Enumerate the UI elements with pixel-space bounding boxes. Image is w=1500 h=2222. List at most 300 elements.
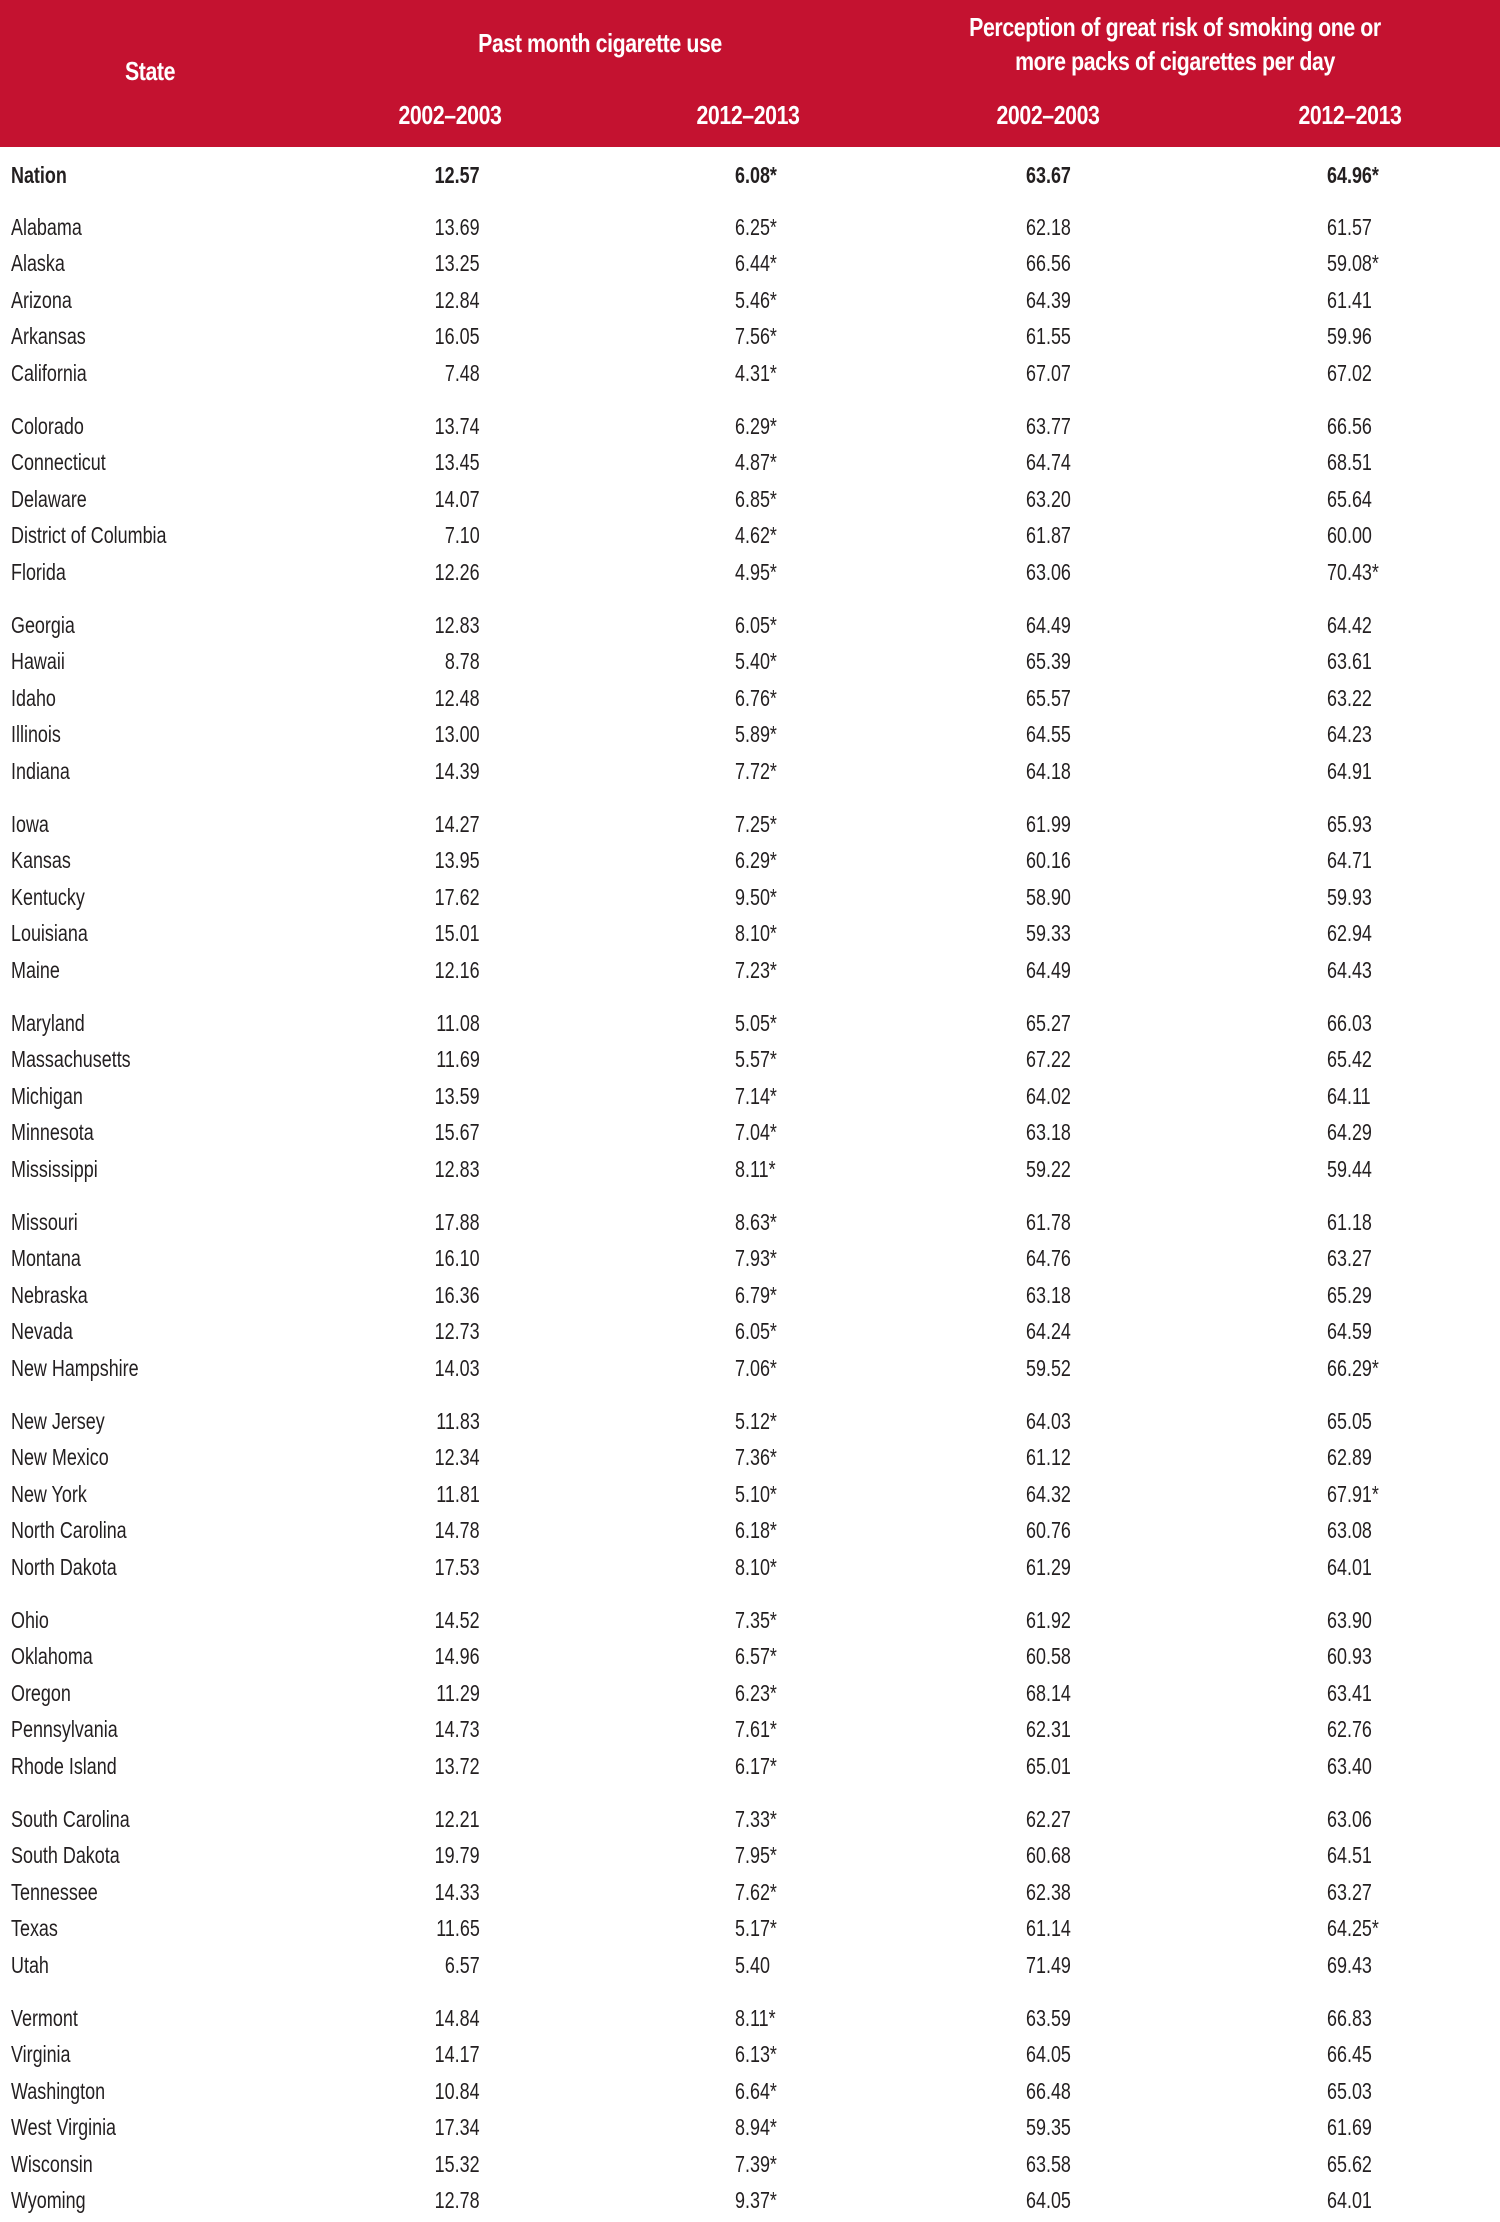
value-cell: 67.22: [1026, 1046, 1071, 1072]
table-row: [0, 1711, 1500, 1747]
value-cell: 7.93*: [735, 1245, 777, 1271]
table-row: [0, 1602, 1500, 1638]
value-cell: 64.32: [1026, 1481, 1071, 1507]
state-name-cell: Alabama: [11, 214, 82, 240]
table-row: [0, 517, 1500, 553]
value-cell: 6.76*: [735, 685, 777, 711]
value-cell: 6.23*: [735, 1680, 777, 1706]
value-cell: 6.57*: [735, 1643, 777, 1669]
value-cell: 11.08: [436, 1010, 480, 1036]
value-cell: 6.85*: [735, 486, 777, 512]
value-cell: 12.73: [435, 1318, 480, 1344]
value-cell: 19.79: [435, 1842, 480, 1868]
value-cell: 63.06: [1026, 559, 1071, 585]
value-cell: 64.02: [1026, 1083, 1071, 1109]
value-cell: 63.67: [1026, 162, 1071, 188]
state-name-cell: Oregon: [11, 1680, 71, 1706]
value-cell: 65.57: [1026, 685, 1071, 711]
value-cell: 5.17*: [735, 1915, 777, 1941]
value-cell: 7.62*: [735, 1879, 777, 1905]
state-name-cell: South Dakota: [11, 1842, 120, 1868]
value-cell: 12.84: [435, 287, 480, 313]
value-cell: 63.41: [1327, 1680, 1372, 1706]
state-name-cell: Tennessee: [11, 1879, 98, 1905]
value-cell: 5.46*: [735, 287, 777, 313]
value-cell: 6.18*: [735, 1517, 777, 1543]
state-name-cell: Maryland: [11, 1010, 85, 1036]
value-cell: 63.18: [1026, 1119, 1071, 1145]
value-cell: 65.39: [1026, 648, 1071, 674]
state-name-cell: North Carolina: [11, 1517, 127, 1543]
value-cell: 7.14*: [735, 1083, 777, 1109]
table-row: [0, 282, 1500, 318]
value-cell: 11.29: [436, 1680, 480, 1706]
state-name-cell: Georgia: [11, 612, 75, 638]
table-row: [0, 1837, 1500, 1873]
value-cell: 66.56: [1327, 413, 1372, 439]
table-row: [0, 1638, 1500, 1674]
value-cell: 12.34: [435, 1444, 480, 1470]
value-cell: 61.57: [1327, 214, 1372, 240]
state-name-cell: South Carolina: [11, 1806, 130, 1832]
value-cell: 64.01: [1327, 1554, 1372, 1580]
state-name-cell: New Hampshire: [11, 1355, 139, 1381]
value-cell: 70.43*: [1327, 559, 1379, 585]
state-name-cell: Delaware: [11, 486, 87, 512]
state-name-cell: Michigan: [11, 1083, 83, 1109]
state-name-cell: Colorado: [11, 413, 84, 439]
value-cell: 60.68: [1026, 1842, 1071, 1868]
value-cell: 59.44: [1327, 1156, 1372, 1182]
value-cell: 8.78: [445, 648, 480, 674]
table-row: [0, 2036, 1500, 2072]
value-cell: 14.17: [435, 2041, 480, 2067]
value-cell: 8.10*: [735, 1554, 777, 1580]
value-cell: 14.52: [435, 1607, 480, 1633]
value-cell: 63.61: [1327, 648, 1372, 674]
column-header-use-2012: 2012–2013: [696, 100, 800, 130]
value-cell: 67.91*: [1327, 1481, 1379, 1507]
value-cell: 64.24: [1026, 1318, 1071, 1344]
value-cell: 14.84: [435, 2005, 480, 2031]
value-cell: 14.39: [435, 758, 480, 784]
state-name-cell: Alaska: [11, 250, 65, 276]
state-name-cell: Vermont: [11, 2005, 78, 2031]
value-cell: 63.40: [1327, 1753, 1372, 1779]
value-cell: 62.94: [1327, 920, 1372, 946]
value-cell: 64.49: [1026, 612, 1071, 638]
state-name-cell: New York: [11, 1481, 87, 1507]
state-name-cell: New Jersey: [11, 1408, 105, 1434]
value-cell: 12.57: [435, 162, 480, 188]
state-name-cell: Florida: [11, 559, 66, 585]
value-cell: 12.26: [435, 559, 480, 585]
table-row: [0, 1947, 1500, 1983]
state-name-cell: Kansas: [11, 847, 71, 873]
value-cell: 5.10*: [735, 1481, 777, 1507]
value-cell: 13.95: [435, 847, 480, 873]
value-cell: 7.25*: [735, 811, 777, 837]
value-cell: 60.93: [1327, 1643, 1372, 1669]
value-cell: 65.01: [1026, 1753, 1071, 1779]
value-cell: 62.27: [1026, 1806, 1071, 1832]
state-name-cell: Indiana: [11, 758, 70, 784]
state-name-cell: Nevada: [11, 1318, 73, 1344]
table-row: [0, 952, 1500, 988]
value-cell: 7.10: [445, 522, 480, 548]
table-row: [0, 245, 1500, 281]
column-header-use-2002: 2002–2003: [398, 100, 502, 130]
value-cell: 15.01: [435, 920, 480, 946]
value-cell: 12.21: [435, 1806, 480, 1832]
value-cell: 11.69: [436, 1046, 480, 1072]
table-row: [0, 842, 1500, 878]
table-row: [0, 915, 1500, 951]
value-cell: 67.07: [1026, 360, 1071, 386]
value-cell: 64.42: [1327, 612, 1372, 638]
value-cell: 63.22: [1327, 685, 1372, 711]
value-cell: 63.08: [1327, 1517, 1372, 1543]
value-cell: 64.01: [1327, 2187, 1372, 2213]
table-row: [0, 1675, 1500, 1711]
value-cell: 68.14: [1026, 1680, 1071, 1706]
value-cell: 17.53: [435, 1554, 480, 1580]
table-row: [0, 643, 1500, 679]
table-row: [0, 1748, 1500, 1784]
value-cell: 16.36: [435, 1282, 480, 1308]
table-row: [0, 1114, 1500, 1150]
value-cell: 64.23: [1327, 721, 1372, 747]
table-row: [0, 1313, 1500, 1349]
value-cell: 6.17*: [735, 1753, 777, 1779]
state-name-cell: District of Columbia: [11, 522, 167, 548]
value-cell: 11.83: [436, 1408, 480, 1434]
table-row: [0, 1512, 1500, 1548]
table-row: [0, 1874, 1500, 1910]
table-row: [0, 806, 1500, 842]
state-name-cell: Ohio: [11, 1607, 49, 1633]
table-row: [0, 481, 1500, 517]
value-cell: 17.88: [435, 1209, 480, 1235]
value-cell: 71.49: [1026, 1952, 1071, 1978]
value-cell: 11.81: [436, 1481, 480, 1507]
value-cell: 14.73: [435, 1716, 480, 1742]
value-cell: 7.06*: [735, 1355, 777, 1381]
value-cell: 61.18: [1327, 1209, 1372, 1235]
value-cell: 13.25: [435, 250, 480, 276]
value-cell: 5.40*: [735, 648, 777, 674]
state-name-cell: Massachusetts: [11, 1046, 131, 1072]
column-group-risk-perception: [909, 10, 1442, 78]
value-cell: 7.39*: [735, 2151, 777, 2177]
value-cell: 6.64*: [735, 2078, 777, 2104]
value-cell: 65.29: [1327, 1282, 1372, 1308]
state-name-cell: Virginia: [11, 2041, 71, 2067]
value-cell: 62.18: [1026, 214, 1071, 240]
value-cell: 65.42: [1327, 1046, 1372, 1072]
value-cell: 59.08*: [1327, 250, 1379, 276]
table-row: [0, 1910, 1500, 1946]
value-cell: 4.87*: [735, 449, 777, 475]
value-cell: 62.31: [1026, 1716, 1071, 1742]
value-cell: 16.10: [435, 1245, 480, 1271]
value-cell: 66.83: [1327, 2005, 1372, 2031]
value-cell: 64.91: [1327, 758, 1372, 784]
state-name-cell: Kentucky: [11, 884, 85, 910]
value-cell: 4.62*: [735, 522, 777, 548]
state-name-cell: Arkansas: [11, 323, 86, 349]
value-cell: 8.94*: [735, 2114, 777, 2140]
state-name-cell: Pennsylvania: [11, 1716, 118, 1742]
value-cell: 13.74: [435, 413, 480, 439]
table-row: [0, 1005, 1500, 1041]
value-cell: 5.05*: [735, 1010, 777, 1036]
value-cell: 6.08*: [735, 162, 777, 188]
value-cell: 65.62: [1327, 2151, 1372, 2177]
state-name-cell: Nebraska: [11, 1282, 88, 1308]
value-cell: 63.58: [1026, 2151, 1071, 2177]
value-cell: 61.99: [1026, 811, 1071, 837]
value-cell: 6.05*: [735, 1318, 777, 1344]
state-name-cell: California: [11, 360, 87, 386]
value-cell: 64.05: [1026, 2187, 1071, 2213]
value-cell: 5.40: [735, 1952, 770, 1978]
value-cell: 64.96*: [1327, 162, 1379, 188]
value-cell: 62.89: [1327, 1444, 1372, 1470]
value-cell: 69.43: [1327, 1952, 1372, 1978]
value-cell: 17.34: [435, 2114, 480, 2140]
value-cell: 7.33*: [735, 1806, 777, 1832]
value-cell: 4.95*: [735, 559, 777, 585]
state-name-cell: West Virginia: [11, 2114, 117, 2140]
value-cell: 59.93: [1327, 884, 1372, 910]
value-cell: 61.12: [1026, 1444, 1071, 1470]
value-cell: 60.76: [1026, 1517, 1071, 1543]
state-name-cell: Rhode Island: [11, 1753, 117, 1779]
value-cell: 64.55: [1026, 721, 1071, 747]
value-cell: 9.50*: [735, 884, 777, 910]
value-cell: 62.76: [1327, 1716, 1372, 1742]
state-name-cell: Nation: [11, 162, 67, 188]
state-name-cell: Idaho: [11, 685, 56, 711]
column-header-state: State: [124, 56, 176, 86]
column-group-cigarette-use: Past month cigarette use: [478, 28, 722, 58]
table-row: [0, 1403, 1500, 1439]
value-cell: 65.03: [1327, 2078, 1372, 2104]
state-name-cell: Texas: [11, 1915, 58, 1941]
value-cell: 59.33: [1026, 920, 1071, 946]
value-cell: 67.02: [1327, 360, 1372, 386]
value-cell: 58.90: [1026, 884, 1071, 910]
value-cell: 12.48: [435, 685, 480, 711]
value-cell: 6.25*: [735, 214, 777, 240]
value-cell: 61.69: [1327, 2114, 1372, 2140]
value-cell: 6.79*: [735, 1282, 777, 1308]
value-cell: 63.20: [1026, 486, 1071, 512]
value-cell: 13.59: [435, 1083, 480, 1109]
table-row: [0, 680, 1500, 716]
value-cell: 65.64: [1327, 486, 1372, 512]
value-cell: 63.27: [1327, 1245, 1372, 1271]
value-cell: 8.11*: [735, 2005, 776, 2031]
state-name-cell: Louisiana: [11, 920, 88, 946]
table-row: [0, 716, 1500, 752]
value-cell: 64.18: [1026, 758, 1071, 784]
value-cell: 61.41: [1327, 287, 1372, 313]
value-cell: 13.69: [435, 214, 480, 240]
table-row: [0, 1041, 1500, 1077]
value-cell: 61.87: [1026, 522, 1071, 548]
state-name-cell: Mississippi: [11, 1156, 98, 1182]
value-cell: 5.57*: [735, 1046, 777, 1072]
value-cell: 59.22: [1026, 1156, 1071, 1182]
value-cell: 63.59: [1026, 2005, 1071, 2031]
state-name-cell: Maine: [11, 957, 60, 983]
value-cell: 14.03: [435, 1355, 480, 1381]
value-cell: 17.62: [435, 884, 480, 910]
table-row: [0, 554, 1500, 590]
state-name-cell: New Mexico: [11, 1444, 109, 1470]
value-cell: 60.58: [1026, 1643, 1071, 1669]
value-cell: 64.59: [1327, 1318, 1372, 1344]
state-name-cell: Missouri: [11, 1209, 78, 1235]
value-cell: 61.55: [1026, 323, 1071, 349]
value-cell: 8.10*: [735, 920, 777, 946]
state-name-cell: North Dakota: [11, 1554, 117, 1580]
value-cell: 64.29: [1327, 1119, 1372, 1145]
value-cell: 59.35: [1026, 2114, 1071, 2140]
value-cell: 60.16: [1026, 847, 1071, 873]
value-cell: 7.72*: [735, 758, 777, 784]
table-row: [0, 1439, 1500, 1475]
value-cell: 8.11*: [735, 1156, 776, 1182]
table-row: [0, 2073, 1500, 2109]
table-row: [0, 1078, 1500, 1114]
state-name-cell: Washington: [11, 2078, 106, 2104]
table-row: [0, 318, 1500, 354]
state-name-cell: Connecticut: [11, 449, 106, 475]
value-cell: 64.51: [1327, 1842, 1372, 1868]
value-cell: 65.93: [1327, 811, 1372, 837]
column-group-risk-perception-line2: more packs of cigarettes per day: [1015, 46, 1335, 76]
value-cell: 64.76: [1026, 1245, 1071, 1271]
value-cell: 64.71: [1327, 847, 1372, 873]
state-name-cell: Arizona: [11, 287, 72, 313]
table-row: [0, 1277, 1500, 1313]
value-cell: 64.25*: [1327, 1915, 1379, 1941]
value-cell: 60.00: [1327, 522, 1372, 548]
value-cell: 66.29*: [1327, 1355, 1379, 1381]
state-name-cell: Hawaii: [11, 648, 65, 674]
value-cell: 8.63*: [735, 1209, 777, 1235]
table-row: [0, 444, 1500, 480]
value-cell: 63.90: [1327, 1607, 1372, 1633]
table-row: [0, 2146, 1500, 2182]
value-cell: 63.77: [1026, 413, 1071, 439]
value-cell: 61.78: [1026, 1209, 1071, 1235]
value-cell: 10.84: [435, 2078, 480, 2104]
value-cell: 13.00: [435, 721, 480, 747]
value-cell: 6.57: [445, 1952, 480, 1978]
table-row: [0, 1350, 1500, 1386]
value-cell: 14.78: [435, 1517, 480, 1543]
value-cell: 5.12*: [735, 1408, 777, 1434]
value-cell: 13.45: [435, 449, 480, 475]
value-cell: 66.48: [1026, 2078, 1071, 2104]
value-cell: 9.37*: [735, 2187, 777, 2213]
table-row: [0, 753, 1500, 789]
value-cell: 64.39: [1026, 287, 1071, 313]
value-cell: 14.96: [435, 1643, 480, 1669]
value-cell: 4.31*: [735, 360, 777, 386]
value-cell: 7.35*: [735, 1607, 777, 1633]
value-cell: 63.18: [1026, 1282, 1071, 1308]
nation-row: [0, 157, 1500, 193]
value-cell: 63.27: [1327, 1879, 1372, 1905]
value-cell: 5.89*: [735, 721, 777, 747]
value-cell: 11.65: [436, 1915, 480, 1941]
value-cell: 7.56*: [735, 323, 777, 349]
state-name-cell: Wyoming: [11, 2187, 86, 2213]
value-cell: 12.83: [435, 612, 480, 638]
value-cell: 7.04*: [735, 1119, 777, 1145]
value-cell: 64.11: [1327, 1083, 1371, 1109]
state-name-cell: Oklahoma: [11, 1643, 93, 1669]
value-cell: 65.27: [1026, 1010, 1071, 1036]
value-cell: 6.29*: [735, 847, 777, 873]
table-row: [0, 1240, 1500, 1276]
table-row: [0, 209, 1500, 245]
value-cell: 15.32: [435, 2151, 480, 2177]
value-cell: 61.29: [1026, 1554, 1071, 1580]
value-cell: 16.05: [435, 323, 480, 349]
state-name-cell: Utah: [11, 1952, 49, 1978]
value-cell: 7.23*: [735, 957, 777, 983]
value-cell: 64.05: [1026, 2041, 1071, 2067]
value-cell: 61.14: [1026, 1915, 1071, 1941]
table-row: [0, 2109, 1500, 2145]
value-cell: 66.03: [1327, 1010, 1372, 1036]
state-name-cell: Wisconsin: [11, 2151, 93, 2177]
value-cell: 6.13*: [735, 2041, 777, 2067]
table-row: [0, 1801, 1500, 1837]
value-cell: 64.43: [1327, 957, 1372, 983]
value-cell: 63.06: [1327, 1806, 1372, 1832]
table-row: [0, 1151, 1500, 1187]
table-row: [0, 1204, 1500, 1240]
state-name-cell: Minnesota: [11, 1119, 94, 1145]
value-cell: 66.56: [1026, 250, 1071, 276]
table-header: [0, 0, 1500, 147]
value-cell: 12.83: [435, 1156, 480, 1182]
table-row: [0, 607, 1500, 643]
state-name-cell: Illinois: [11, 721, 61, 747]
table-row: [0, 2000, 1500, 2036]
value-cell: 64.49: [1026, 957, 1071, 983]
column-group-risk-perception-line1: Perception of great risk of smoking one or: [969, 12, 1381, 42]
value-cell: 6.44*: [735, 250, 777, 276]
value-cell: 13.72: [435, 1753, 480, 1779]
table-row: [0, 879, 1500, 915]
value-cell: 66.45: [1327, 2041, 1372, 2067]
value-cell: 7.95*: [735, 1842, 777, 1868]
value-cell: 12.78: [435, 2187, 480, 2213]
value-cell: 59.52: [1026, 1355, 1071, 1381]
value-cell: 61.92: [1026, 1607, 1071, 1633]
state-name-cell: Iowa: [11, 811, 49, 837]
value-cell: 64.03: [1026, 1408, 1071, 1434]
value-cell: 64.74: [1026, 449, 1071, 475]
